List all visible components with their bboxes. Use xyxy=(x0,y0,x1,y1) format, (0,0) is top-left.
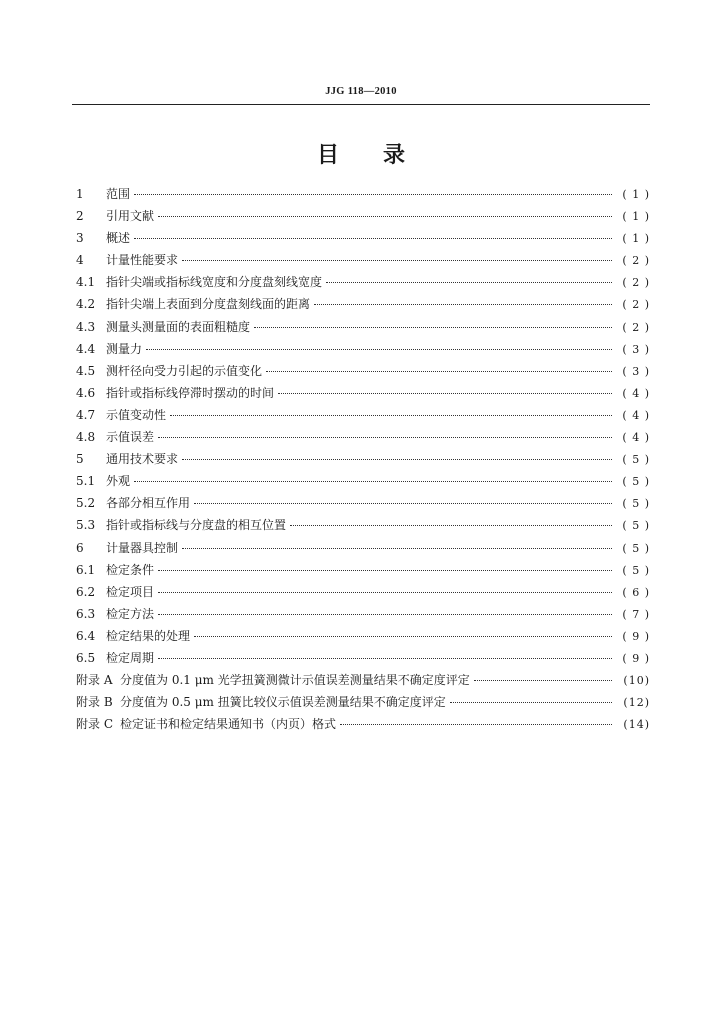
dot-leader xyxy=(194,636,612,637)
toc-label: 检定证书和检定结果通知书（内页）格式 xyxy=(120,717,337,732)
toc-entry[interactable] xyxy=(76,229,650,251)
toc-page: ( 2 ) xyxy=(622,254,650,268)
toc-entry[interactable] xyxy=(76,318,650,340)
toc-entry[interactable] xyxy=(76,605,650,627)
toc-entry-appendix[interactable] xyxy=(76,715,650,737)
toc-number: 5 xyxy=(76,452,84,467)
dot-leader xyxy=(474,680,612,681)
toc-page: ( 5 ) xyxy=(622,541,650,555)
toc-label: 计量器具控制 xyxy=(106,540,179,555)
dot-leader xyxy=(182,459,612,460)
toc-entry[interactable] xyxy=(76,362,650,384)
toc-page: ( 1 ) xyxy=(622,210,650,224)
toc-label: 检定结果的处理 xyxy=(106,628,191,643)
toc-page: ( 7 ) xyxy=(622,607,650,621)
toc-entry[interactable] xyxy=(76,384,650,406)
dot-leader xyxy=(314,304,612,305)
toc-page: ( 5 ) xyxy=(622,497,650,511)
toc-number: 4.7 xyxy=(76,407,96,422)
dot-leader xyxy=(254,327,612,328)
toc-label: 测杆径向受力引起的示值变化 xyxy=(106,363,263,378)
dot-leader xyxy=(340,724,612,725)
toc-page: ( 6 ) xyxy=(622,585,650,599)
toc-label: 计量性能要求 xyxy=(106,253,179,268)
toc-number: 4.4 xyxy=(76,341,96,356)
toc-label: 测量头测量面的表面粗糙度 xyxy=(106,319,251,334)
toc-entry-appendix[interactable] xyxy=(76,671,650,693)
toc-page: ( 5 ) xyxy=(622,519,650,533)
toc-label: 外观 xyxy=(106,474,131,489)
toc-number: 4.1 xyxy=(76,275,96,290)
toc-number: 6.5 xyxy=(76,650,96,665)
toc-label: 检定方法 xyxy=(106,606,155,621)
toc-entry[interactable] xyxy=(76,406,650,428)
toc-number: 附录 A xyxy=(76,673,113,688)
toc-label: 示值变动性 xyxy=(106,407,167,422)
toc-page: ( 3 ) xyxy=(622,364,650,378)
toc-entry[interactable] xyxy=(76,207,650,229)
toc-title: 目录 xyxy=(316,143,449,168)
toc-entry[interactable] xyxy=(76,251,650,273)
toc-label: 概述 xyxy=(106,231,131,246)
dot-leader xyxy=(170,415,612,416)
toc-entry[interactable] xyxy=(76,583,650,605)
toc-label: 示值误差 xyxy=(106,430,155,445)
dot-leader xyxy=(158,592,612,593)
toc-number: 2 xyxy=(76,209,84,224)
toc-entry[interactable] xyxy=(76,627,650,649)
toc-label: 检定项目 xyxy=(106,584,155,599)
toc-number: 4.8 xyxy=(76,430,96,445)
dot-leader xyxy=(158,216,612,217)
toc-entry[interactable] xyxy=(76,539,650,561)
toc-page: ( 1 ) xyxy=(622,232,650,246)
toc-number: 3 xyxy=(76,231,84,246)
toc-number: 6.1 xyxy=(76,562,96,577)
toc-number: 1 xyxy=(76,187,84,201)
toc-number: 4 xyxy=(76,253,84,268)
toc-number: 6.2 xyxy=(76,584,96,599)
toc-entry[interactable] xyxy=(76,472,650,494)
toc-entry[interactable] xyxy=(76,516,650,538)
dot-leader xyxy=(290,525,612,526)
toc-number: 5.1 xyxy=(76,474,96,489)
toc-number: 4.6 xyxy=(76,385,96,400)
toc-label: 范围 xyxy=(106,187,131,201)
toc-entry[interactable] xyxy=(76,185,650,207)
dot-leader xyxy=(158,614,612,615)
toc-page: ( 4 ) xyxy=(622,386,650,400)
toc-label: 通用技术要求 xyxy=(106,452,179,467)
toc-number: 4.5 xyxy=(76,363,96,378)
dot-leader xyxy=(134,194,612,195)
toc-number: 6 xyxy=(76,540,84,555)
toc-label: 各部分相互作用 xyxy=(106,496,191,511)
toc-page: ( 2 ) xyxy=(622,320,650,334)
dot-leader xyxy=(158,570,612,571)
toc-page: ( 5 ) xyxy=(622,563,650,577)
dot-leader xyxy=(146,349,612,350)
dot-leader xyxy=(450,702,612,703)
toc-entry[interactable] xyxy=(76,561,650,583)
table-of-contents xyxy=(76,185,650,737)
toc-label: 指针或指标线与分度盘的相互位置 xyxy=(106,518,287,533)
toc-label: 测量力 xyxy=(106,341,143,356)
toc-label: 指针尖端或指标线宽度和分度盘刻线宽度 xyxy=(106,275,323,290)
header-rule xyxy=(72,104,650,105)
toc-entry[interactable] xyxy=(76,450,650,472)
toc-label: 引用文献 xyxy=(106,209,155,224)
toc-page: ( 4 ) xyxy=(622,408,650,422)
toc-entry[interactable] xyxy=(76,649,650,671)
toc-page: (10) xyxy=(623,674,650,688)
toc-page: ( 9 ) xyxy=(622,629,650,643)
dot-leader xyxy=(182,548,612,549)
toc-page: ( 5 ) xyxy=(622,453,650,467)
toc-number: 5.3 xyxy=(76,518,96,533)
dot-leader xyxy=(194,503,612,504)
dot-leader xyxy=(134,481,612,482)
toc-number: 4.2 xyxy=(76,297,96,312)
dot-leader xyxy=(278,393,612,394)
toc-number: 6.4 xyxy=(76,628,96,643)
dot-leader xyxy=(266,371,612,372)
toc-number: 附录 B xyxy=(76,695,113,710)
standard-code: JJG 118—2010 xyxy=(325,86,397,97)
dot-leader xyxy=(134,238,612,239)
toc-page: ( 4 ) xyxy=(622,431,650,445)
dot-leader xyxy=(158,658,612,659)
toc-number: 6.3 xyxy=(76,606,96,621)
toc-page: ( 1 ) xyxy=(622,188,650,201)
toc-page: ( 9 ) xyxy=(622,651,650,665)
toc-label: 检定条件 xyxy=(106,562,155,577)
toc-page: ( 2 ) xyxy=(622,298,650,312)
dot-leader xyxy=(182,260,612,261)
dot-leader xyxy=(158,437,612,438)
toc-entry[interactable] xyxy=(76,295,650,317)
toc-page: ( 3 ) xyxy=(622,342,650,356)
dot-leader xyxy=(326,282,612,283)
toc-page: (12) xyxy=(623,696,650,710)
toc-page: (14) xyxy=(623,718,650,732)
toc-label: 分度值为 0.1 μm 光学扭簧测微计示值误差测量结果不确定度评定 xyxy=(120,673,470,688)
toc-label: 指针或指标线停滞时摆动的时间 xyxy=(106,385,275,400)
toc-number: 附录 C xyxy=(76,717,113,732)
toc-entry[interactable] xyxy=(76,273,650,295)
toc-label: 指针尖端上表面到分度盘刻线面的距离 xyxy=(106,297,311,312)
toc-label: 检定周期 xyxy=(106,650,155,665)
toc-entry[interactable] xyxy=(76,340,650,362)
toc-number: 4.3 xyxy=(76,319,96,334)
toc-page: ( 5 ) xyxy=(622,475,650,489)
toc-entry[interactable] xyxy=(76,428,650,450)
toc-number: 5.2 xyxy=(76,496,96,511)
toc-entry[interactable] xyxy=(76,494,650,516)
toc-label: 分度值为 0.5 μm 扭簧比较仪示值误差测量结果不确定度评定 xyxy=(120,695,446,710)
toc-page: ( 2 ) xyxy=(622,276,650,290)
toc-entry-appendix[interactable] xyxy=(76,693,650,715)
